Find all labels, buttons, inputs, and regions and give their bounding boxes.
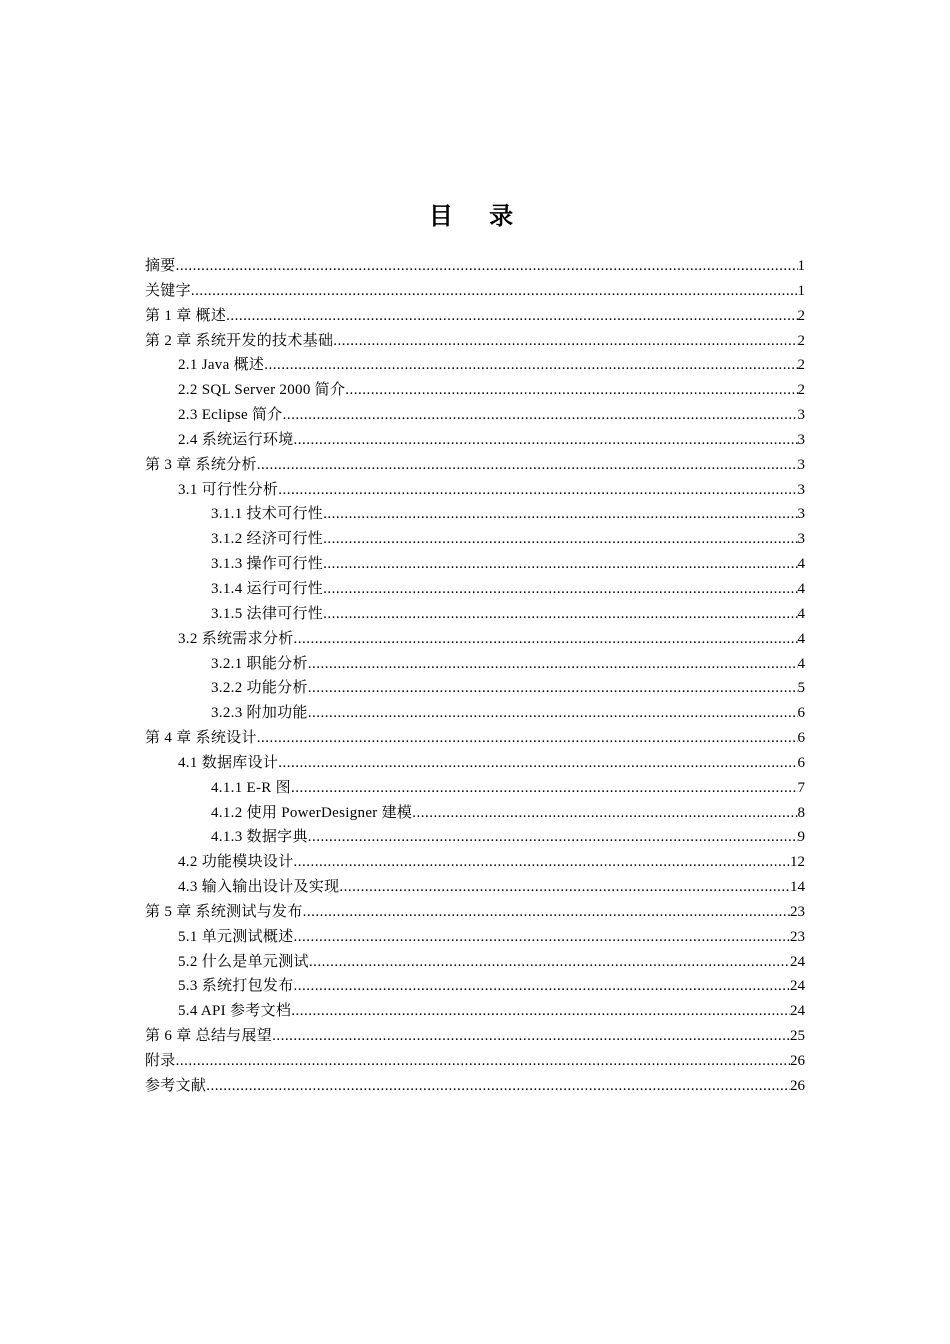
toc-entry-label: 第 6 章 总结与展望 bbox=[145, 1028, 273, 1045]
toc-entry-label: 3.1.5 法律可行性 bbox=[211, 605, 324, 622]
toc-entry-label: 3.1.2 经济可行性 bbox=[211, 531, 324, 548]
toc-entry-page-number: 1 bbox=[797, 258, 805, 274]
toc-entry-page-number: 14 bbox=[790, 879, 805, 896]
toc-dot-leader bbox=[294, 428, 798, 452]
toc-dot-leader bbox=[206, 1074, 790, 1098]
toc-entry-label: 3.2.2 功能分析 bbox=[211, 680, 308, 697]
toc-entry-page-number: 1 bbox=[797, 282, 805, 299]
toc-dot-leader bbox=[176, 254, 798, 278]
toc-title: 目 录 bbox=[428, 202, 528, 230]
toc-dot-leader bbox=[264, 353, 797, 377]
toc-entry-page-number: 2 bbox=[797, 382, 805, 399]
toc-entry-label: 3.2.3 附加功能 bbox=[211, 705, 308, 722]
toc-entry[interactable] bbox=[145, 825, 805, 850]
toc-entry-page-number: 4 bbox=[797, 630, 805, 647]
toc-entry[interactable] bbox=[145, 577, 805, 602]
toc-dot-leader bbox=[323, 552, 797, 576]
toc-entry-page-number: 4 bbox=[797, 605, 805, 622]
toc-dot-leader bbox=[309, 950, 790, 974]
toc-entry-label: 2.3 Eclipse 简介 bbox=[178, 407, 283, 424]
toc-entry[interactable] bbox=[145, 900, 805, 925]
toc-entry[interactable] bbox=[145, 428, 805, 453]
toc-entry-label: 5.4 API 参考文档 bbox=[178, 1003, 292, 1020]
toc-dot-leader bbox=[323, 577, 797, 601]
toc-dot-leader bbox=[333, 329, 797, 353]
table-of-contents bbox=[145, 254, 805, 1099]
toc-entry-page-number: 3 bbox=[797, 431, 805, 448]
toc-entry-label: 2.2 SQL Server 2000 简介 bbox=[178, 382, 346, 399]
toc-entry-page-number: 3 bbox=[797, 506, 805, 523]
toc-dot-leader bbox=[283, 403, 798, 427]
toc-entry[interactable] bbox=[145, 453, 805, 478]
toc-entry-label: 3.1.1 技术可行性 bbox=[211, 506, 324, 523]
toc-entry-label: 4.1.2 使用 PowerDesigner 建模 bbox=[211, 804, 413, 821]
toc-entry[interactable] bbox=[145, 403, 805, 428]
toc-dot-leader bbox=[278, 751, 797, 775]
toc-entry[interactable] bbox=[145, 801, 805, 826]
toc-entry-label: 2.4 系统运行环境 bbox=[178, 431, 294, 448]
toc-entry[interactable] bbox=[145, 850, 805, 875]
toc-dot-leader bbox=[303, 900, 790, 924]
toc-entry[interactable] bbox=[145, 751, 805, 776]
toc-entry-page-number: 2 bbox=[797, 332, 805, 349]
toc-entry-page-number: 8 bbox=[797, 804, 805, 821]
toc-entry-label: 3.2 系统需求分析 bbox=[178, 630, 294, 647]
toc-dot-leader bbox=[226, 304, 797, 328]
toc-entry-page-number: 6 bbox=[797, 754, 805, 771]
toc-entry-label: 第 5 章 系统测试与发布 bbox=[145, 903, 303, 920]
toc-entry[interactable] bbox=[145, 602, 805, 627]
toc-entry-label: 第 3 章 系统分析 bbox=[145, 456, 257, 473]
toc-entry-page-number: 3 bbox=[797, 481, 805, 498]
toc-entry[interactable] bbox=[145, 726, 805, 751]
toc-dot-leader bbox=[345, 378, 797, 402]
toc-entry-page-number: 2 bbox=[797, 357, 805, 374]
toc-dot-leader bbox=[323, 527, 797, 551]
toc-entry-page-number: 3 bbox=[797, 531, 805, 548]
toc-entry[interactable] bbox=[145, 676, 805, 701]
toc-dot-leader bbox=[323, 502, 797, 526]
toc-entry-page-number: 5 bbox=[797, 680, 805, 697]
toc-entry[interactable] bbox=[145, 627, 805, 652]
toc-entry[interactable] bbox=[145, 875, 805, 900]
toc-dot-leader bbox=[294, 974, 790, 998]
toc-entry-page-number: 7 bbox=[797, 779, 805, 796]
toc-entry-label: 4.3 输入输出设计及实现 bbox=[178, 879, 340, 896]
toc-entry-page-number: 4 bbox=[797, 556, 805, 573]
toc-entry-page-number: 26 bbox=[790, 1053, 805, 1069]
toc-entry-page-number: 24 bbox=[790, 978, 805, 995]
toc-entry-page-number: 3 bbox=[797, 407, 805, 424]
toc-entry[interactable] bbox=[145, 502, 805, 527]
toc-dot-leader bbox=[291, 999, 790, 1023]
toc-entry-page-number: 3 bbox=[797, 456, 805, 473]
toc-entry[interactable] bbox=[145, 478, 805, 503]
toc-entry-page-number: 25 bbox=[790, 1028, 805, 1045]
toc-entry-label: 关键字 bbox=[145, 282, 191, 299]
toc-entry-label: 2.1 Java 概述 bbox=[178, 357, 265, 374]
toc-entry-page-number: 24 bbox=[790, 1003, 805, 1020]
toc-entry-label: 4.1 数据库设计 bbox=[178, 754, 279, 771]
toc-entry[interactable] bbox=[145, 974, 805, 999]
toc-entry-label: 4.1.3 数据字典 bbox=[211, 829, 308, 846]
toc-entry-label: 3.1.3 操作可行性 bbox=[211, 556, 324, 573]
toc-entry-label: 参考文献 bbox=[145, 1077, 207, 1094]
toc-entry[interactable] bbox=[145, 329, 805, 354]
toc-entry-page-number: 6 bbox=[797, 705, 805, 722]
toc-dot-leader bbox=[191, 279, 798, 303]
toc-entry[interactable] bbox=[145, 527, 805, 552]
toc-dot-leader bbox=[257, 726, 798, 750]
toc-dot-leader bbox=[412, 801, 797, 825]
toc-entry-page-number: 24 bbox=[790, 953, 805, 970]
toc-entry-label: 4.2 功能模块设计 bbox=[178, 854, 294, 871]
toc-dot-leader bbox=[339, 875, 790, 899]
toc-entry[interactable] bbox=[145, 652, 805, 677]
toc-entry[interactable] bbox=[145, 925, 805, 950]
toc-dot-leader bbox=[291, 776, 798, 800]
toc-entry-label: 摘要 bbox=[145, 258, 176, 274]
toc-entry-page-number: 4 bbox=[797, 580, 805, 597]
toc-dot-leader bbox=[294, 925, 790, 949]
toc-dot-leader bbox=[278, 478, 797, 502]
toc-dot-leader bbox=[294, 627, 798, 651]
toc-dot-leader bbox=[323, 602, 797, 626]
toc-entry[interactable] bbox=[145, 378, 805, 403]
toc-entry-label: 第 4 章 系统设计 bbox=[145, 730, 257, 747]
toc-entry-page-number: 2 bbox=[797, 307, 805, 324]
toc-entry-page-number: 6 bbox=[797, 730, 805, 747]
toc-entry-label: 5.2 什么是单元测试 bbox=[178, 953, 309, 970]
toc-dot-leader bbox=[176, 1049, 790, 1073]
toc-entry[interactable] bbox=[145, 279, 805, 304]
toc-entry-label: 附录 bbox=[145, 1053, 176, 1069]
toc-entry-page-number: 23 bbox=[790, 903, 805, 920]
toc-entry[interactable] bbox=[145, 776, 805, 801]
toc-dot-leader bbox=[308, 825, 798, 849]
toc-entry-label: 5.3 系统打包发布 bbox=[178, 978, 294, 995]
toc-entry-page-number: 4 bbox=[797, 655, 805, 672]
toc-entry-label: 3.1.4 运行可行性 bbox=[211, 580, 324, 597]
toc-entry-page-number: 26 bbox=[790, 1077, 805, 1094]
toc-dot-leader bbox=[257, 453, 798, 477]
toc-entry-label: 第 1 章 概述 bbox=[145, 307, 227, 324]
toc-entry[interactable] bbox=[145, 254, 805, 279]
toc-entry-label: 3.2.1 职能分析 bbox=[211, 655, 308, 672]
toc-entry[interactable] bbox=[145, 304, 805, 329]
toc-dot-leader bbox=[272, 1024, 790, 1048]
toc-entry-page-number: 23 bbox=[790, 928, 805, 945]
toc-entry-page-number: 9 bbox=[797, 829, 805, 846]
toc-entry[interactable] bbox=[145, 1074, 805, 1099]
toc-entry-page-number: 12 bbox=[790, 854, 805, 871]
toc-entry[interactable] bbox=[145, 1024, 805, 1049]
toc-entry-label: 3.1 可行性分析 bbox=[178, 481, 279, 498]
toc-entry-label: 4.1.1 E-R 图 bbox=[211, 779, 291, 796]
toc-entry[interactable] bbox=[145, 950, 805, 975]
toc-entry[interactable] bbox=[145, 1049, 805, 1074]
toc-dot-leader bbox=[308, 652, 798, 676]
toc-dot-leader bbox=[308, 701, 798, 725]
toc-entry[interactable] bbox=[145, 552, 805, 577]
toc-dot-leader bbox=[294, 850, 790, 874]
toc-entry-label: 第 2 章 系统开发的技术基础 bbox=[145, 332, 334, 349]
toc-entry[interactable] bbox=[145, 353, 805, 378]
toc-entry[interactable] bbox=[145, 701, 805, 726]
toc-entry-label: 5.1 单元测试概述 bbox=[178, 928, 294, 945]
toc-entry[interactable] bbox=[145, 999, 805, 1024]
toc-dot-leader bbox=[308, 676, 798, 700]
